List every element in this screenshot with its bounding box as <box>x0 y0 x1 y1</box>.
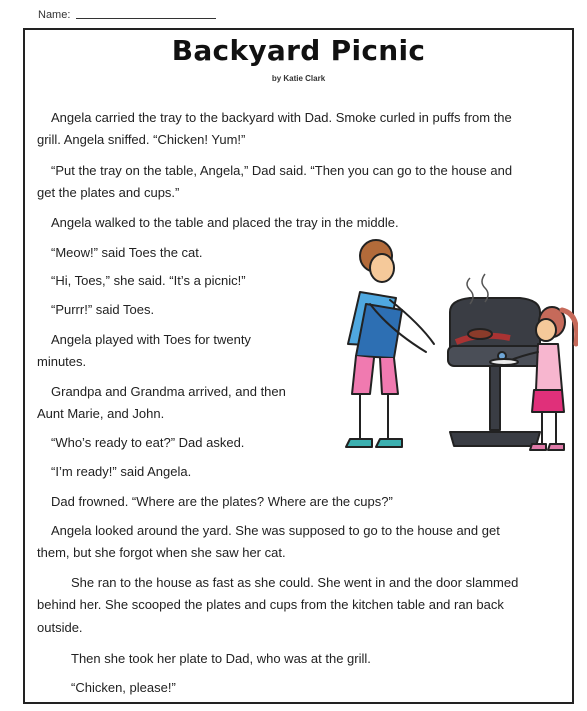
story-line: Angela played with Toes for twenty <box>51 332 251 347</box>
story-title: Backyard Picnic <box>171 34 426 67</box>
dad-figure <box>346 240 434 447</box>
story-line: “Hi, Toes,” she said. “It’s a picnic!” <box>51 273 246 288</box>
story-line: “Chicken, please!” <box>71 680 176 695</box>
story-line: “I’m ready!” said Angela. <box>51 464 192 479</box>
story-frame <box>23 28 574 704</box>
story-line: She ran to the house as fast as she could. She went in and the door slammed <box>71 575 519 590</box>
story-line: Angela walked to the table and placed the tray in the middle. <box>51 215 399 230</box>
name-label: Name: <box>38 9 74 21</box>
grill-illustration <box>330 234 578 456</box>
name-blank-line[interactable] <box>76 18 216 19</box>
story-line: them, but she forgot when she saw her cat. <box>37 545 286 560</box>
story-line: Grandpa and Grandma arrived, and then <box>51 384 286 399</box>
story-line: get the plates and cups.” <box>37 185 180 200</box>
story-line: behind her. She scooped the plates and cups from the kitchen table and ran back <box>37 597 504 612</box>
story-line: Then she took her plate to Dad, who was at the grill. <box>71 651 371 666</box>
story-author: by Katie Clark <box>271 74 326 83</box>
story-line: Angela carried the tray to the backyard with Dad. Smoke curled in puffs from the <box>51 110 512 125</box>
story-line: Dad frowned. “Where are the plates? Where are the cups?” <box>51 494 393 509</box>
story-line: Aunt Marie, and John. <box>37 406 165 421</box>
story-line: outside. <box>37 620 83 635</box>
story-line: grill. Angela sniffed. “Chicken! Yum!” <box>37 132 246 147</box>
story-line: minutes. <box>37 354 87 369</box>
story-line: “Who’s ready to eat?” Dad asked. <box>51 435 245 450</box>
story-line: “Meow!” said Toes the cat. <box>51 245 203 260</box>
story-line: Angela looked around the yard. She was supposed to go to the house and get <box>51 523 500 538</box>
name-field[interactable] <box>38 9 216 21</box>
story-line: “Put the tray on the table, Angela,” Dad said. “Then you can go to the house and <box>51 163 513 178</box>
story-line: “Purrr!” said Toes. <box>51 302 155 317</box>
